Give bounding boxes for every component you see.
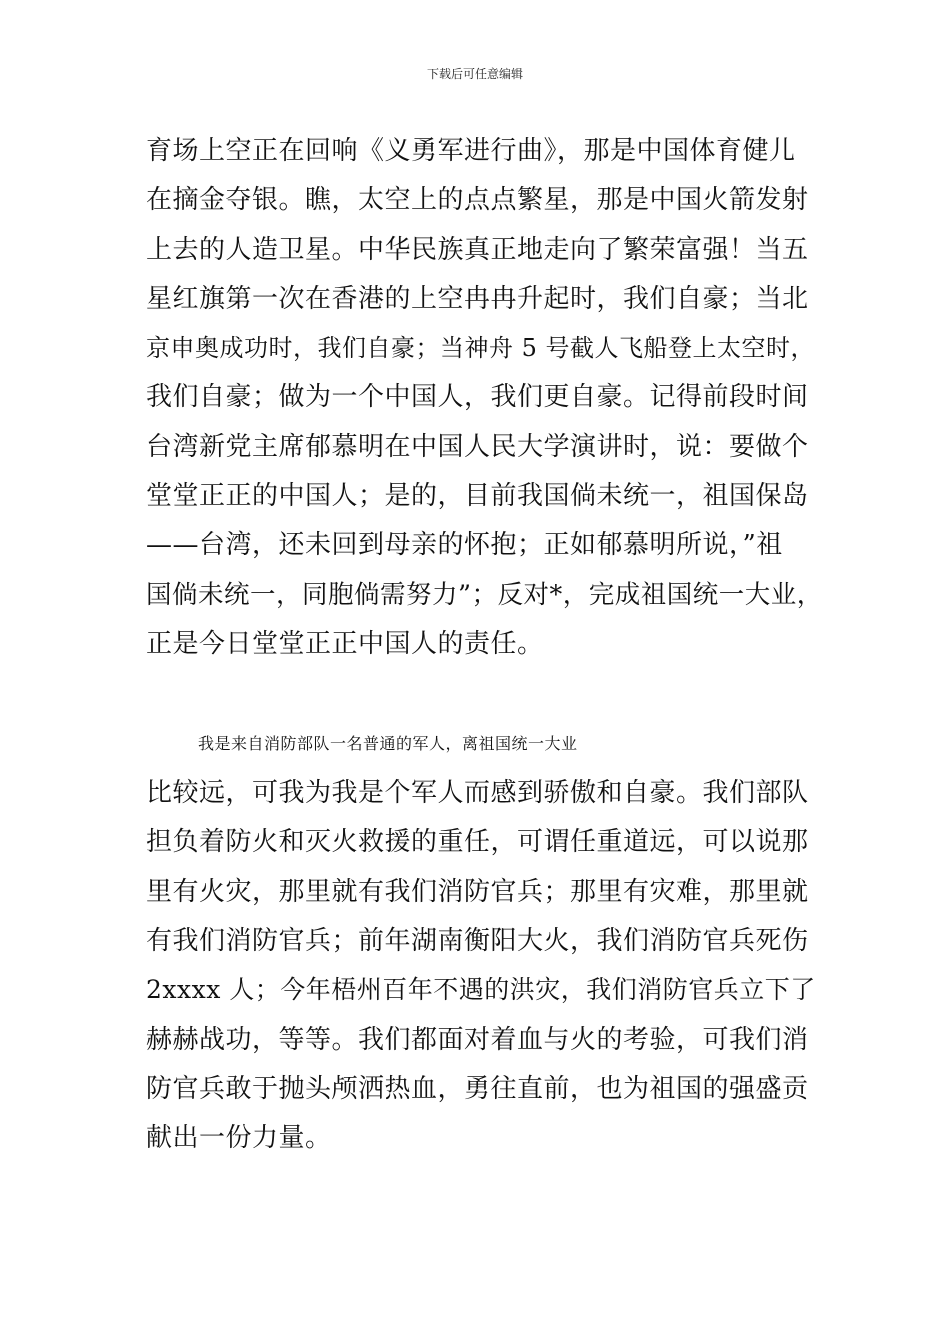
text-line: 在摘金夺银。瞧，太空上的点点繁星，那是中国火箭发射 (146, 185, 809, 215)
text-line: 赫赫战功，等等。我们都面对着血与火的考验，可我们消 (146, 1025, 809, 1055)
text-line: 堂堂正正的中国人；是的，目前我国倘未统一，祖国保岛 (146, 481, 809, 511)
text-line: 担负着防火和灭火救援的重任，可谓任重道远，可以说那 (146, 827, 809, 857)
text-line: 台湾新党主席郁慕明在中国人民大学演讲时，说：要做个 (146, 432, 809, 462)
text-line: 上去的人造卫星。中华民族真正地走向了繁荣富强！当五 (146, 235, 809, 265)
text-line: 我是来自消防部队一名普通的军人，离祖国统一大业 (198, 734, 578, 753)
text-line: 育场上空正在回响《义勇军进行曲》，那是中国体育健儿 (146, 136, 796, 166)
text-line: 有我们消防官兵；前年湖南衡阳大火，我们消防官兵死伤 (146, 926, 809, 956)
text-line: 我们自豪；做为一个中国人，我们更自豪。记得前段时间 (146, 382, 809, 412)
text-line: 星红旗第一次在香港的上空冉冉升起时，我们自豪；当北 (146, 284, 809, 314)
text-line: 里有火灾，那里就有我们消防官兵；那里有灾难，那里就 (146, 877, 809, 907)
text-line: ——台湾，还未回到母亲的怀抱；正如郁慕明所说，”祖 (146, 530, 783, 560)
text-line: 2xxxx 人；今年梧州百年不遇的洪灾，我们消防官兵立下了 (146, 975, 816, 1004)
text-line: 献出一份力量。 (146, 1123, 332, 1153)
text-line: 正是今日堂堂正正中国人的责任。 (146, 629, 544, 659)
text-line: 京申奥成功时，我们自豪；当神舟 5 号截人飞船登上太空时， (146, 334, 816, 362)
page-header: 下载后可任意编辑 (426, 67, 523, 81)
text-line: 防官兵敢于抛头颅洒热血，勇往直前，也为祖国的强盛贡 (146, 1074, 809, 1104)
text-line: 国倘未统一，同胞倘需努力”；反对*，完成祖国统一大业， (146, 580, 823, 610)
text-line: 比较远，可我为我是个军人而感到骄傲和自豪。我们部队 (146, 778, 809, 808)
